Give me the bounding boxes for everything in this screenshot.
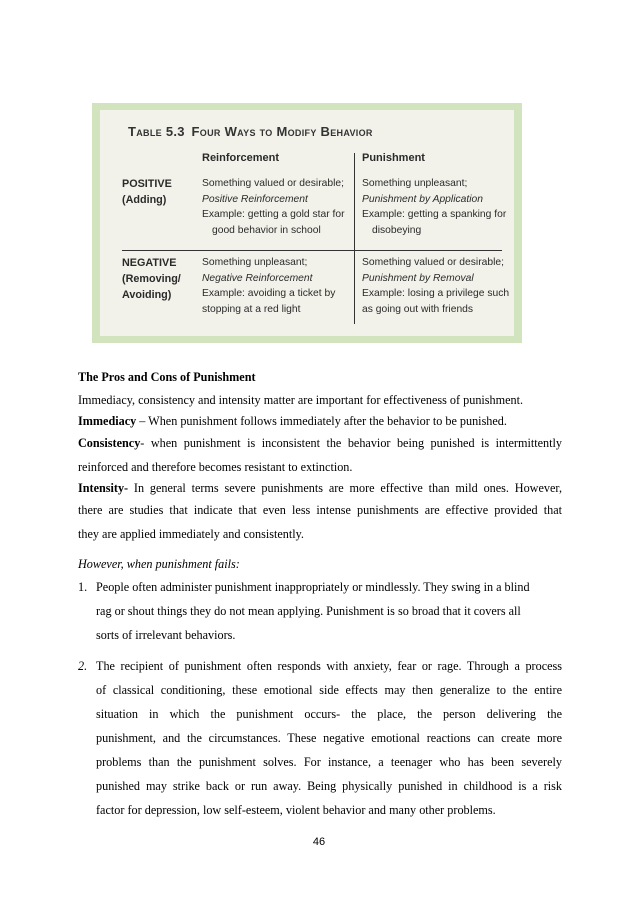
immediacy-term: Immediacy [78,414,137,428]
intensity-line-2: there are studies that indicate that even less intense punishments are effective provided that [78,503,562,517]
cell-line: Example: getting a spanking for [362,209,507,221]
cell-line: Punishment by Removal [362,272,474,284]
list-item-2-line: The recipient of punishment often responds with anxiety, fear or rage. Through a process [96,659,562,673]
table-row-divider [122,250,502,251]
table-figure [92,103,522,343]
row-label-line: NEGATIVE [122,257,177,269]
cell-line: disobeying [372,224,422,236]
cell-line: stopping at a red light [202,303,301,315]
row-label-line: (Adding) [122,194,167,206]
list-item-1-line: rag or shout things they do not mean applying. Punishment is so broad that it covers all [96,604,521,618]
list-number: 1. [78,580,88,594]
cell-line: Punishment by Application [362,193,483,205]
list-item-2-line: punished may strike back or run away. Being physically punished in childhood is a risk [96,779,562,793]
list-item-2-line: factor for depression, low self-esteem, violent behavior and many other problems. [96,803,496,817]
col-header-punishment: Punishment [362,152,425,164]
list-number: 2. [78,659,88,673]
row-label-line: POSITIVE [122,178,172,190]
cell-line: Example: getting a gold star for [202,209,345,221]
list-item-2-line: punishment, and the circumstances. These negative emotional reactions can create more [96,731,562,745]
consistency-text: - when punishment is inconsistent the behavior being punished is intermittently [140,436,562,450]
list-item-1-line: People often administer punishment inappropriately or mindlessly. They swing in a blind [96,580,530,594]
row-label-positive [122,176,172,208]
col-header-reinforcement: Reinforcement [202,152,280,164]
row-label-line: (Removing/ [122,273,181,285]
cell-line: as going out with friends [362,303,474,315]
intensity-line-3: they are applied immediately and consistently. [78,527,304,541]
list-item-2-line: of classical conditioning, these emotional side effects may then generalize to the entire [96,683,562,697]
list-item-1-line: sorts of irrelevant behaviors. [96,628,236,642]
row-label-line: Avoiding) [122,289,172,301]
list-item-2-line: situation in which the punishment occurs- the place, the person delivering the [96,707,562,721]
intensity-text: In general terms severe punishments are more effective than mild ones. However, [128,481,562,495]
cell-positive-reinforcement [202,176,345,238]
cell-line: Example: avoiding a ticket by [202,288,336,300]
page-number: 46 [312,836,326,848]
cell-line: Example: losing a privilege such [362,288,510,300]
cell-line: Negative Reinforcement [202,272,313,284]
cell-line: good behavior in school [212,224,321,236]
table-panel [100,110,514,336]
intensity-line-1 [78,481,562,496]
list-item-2-line: problems than the punishment solves. For instance, a teenager who has been severely [96,755,562,769]
table-caption-prefix: Table 5.3 [128,124,185,139]
consistency-line-1 [78,436,562,451]
consistency-term: Consistency [78,436,141,450]
cell-positive-punishment [362,176,506,238]
table-caption [128,124,373,139]
consistency-line-2: reinforced and therefore becomes resistant to extinction. [78,460,353,474]
table-column-divider [354,153,355,324]
immediacy-text: – When punishment follows immediately after the behavior to be punished. [136,414,507,428]
cell-line: Positive Reinforcement [202,193,308,205]
cell-line: Something valued or desirable; [202,178,344,189]
table-caption-title: Four Ways to Modify Behavior [191,124,373,139]
section-heading: The Pros and Cons of Punishment [78,370,256,384]
cell-negative-punishment [362,255,509,317]
intensity-term: Intensity- [78,481,129,495]
cell-negative-reinforcement [202,255,335,317]
row-label-negative [122,255,181,303]
cell-line: Something valued or desirable; [362,257,504,268]
intro-paragraph: Immediacy, consistency and intensity matter are important for effectiveness of punishment. [78,393,524,407]
cell-line: Something unpleasant; [202,257,308,268]
cell-line: Something unpleasant; [362,178,468,189]
fails-heading: However, when punishment fails: [78,557,240,571]
immediacy-paragraph [78,414,507,429]
